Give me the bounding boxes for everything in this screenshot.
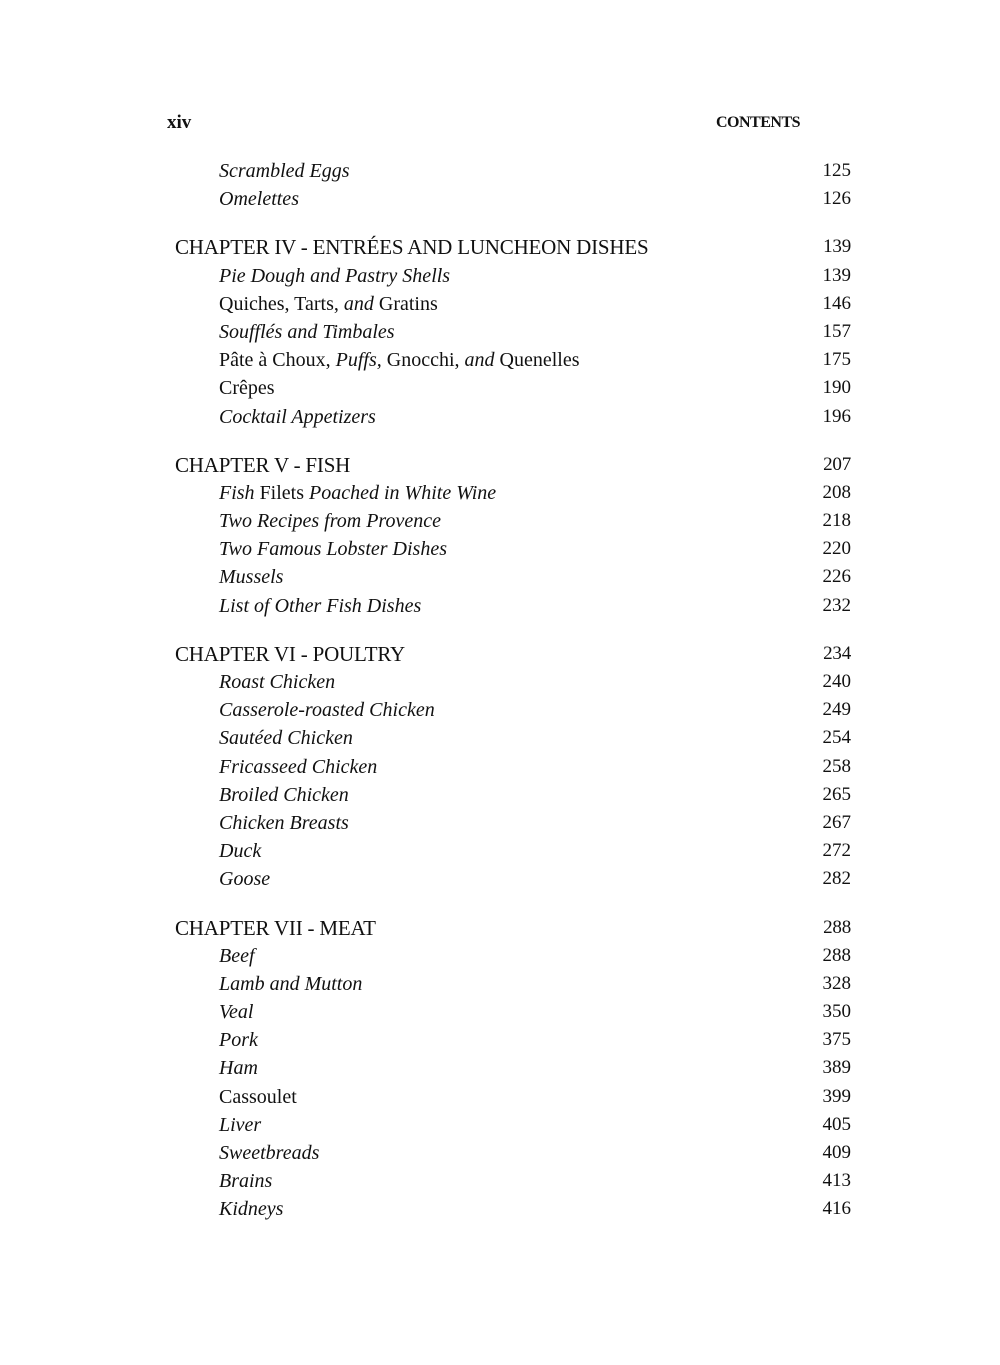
entry-title-segment: Soufflés and Timbales [219,320,395,343]
entry-page-number: 196 [822,405,851,427]
entry-page-number: 207 [823,453,851,475]
entry-title-segment: CHAPTER VI - POULTRY [175,641,405,666]
entry-title-segment: CHAPTER V - FISH [175,452,351,477]
toc-entry [175,837,851,865]
toc-entry [175,479,851,507]
entry-title [219,998,253,1026]
entry-page-number: 218 [822,510,851,532]
entry-title [219,942,255,970]
entry-title-segment: Brains [219,1170,273,1193]
toc-chapter-heading [175,640,851,668]
entry-title-segment: Casserole-roasted Chicken [219,699,435,722]
toc-entry [175,724,851,752]
entry-page-number: 240 [822,671,851,692]
entry-page-number: 416 [822,1198,851,1220]
entry-title-segment: Crêpes [219,377,275,400]
entry-title [219,668,335,696]
entry-title [219,290,438,318]
entry-page-number: 208 [822,481,851,503]
entry-title-segment: Pork [219,1029,258,1052]
entry-title-segment: and [343,292,374,315]
entry-title [219,724,353,752]
entry-title-segment: Quenelles [494,349,580,372]
entry-title [219,753,377,781]
entry-title-segment: Quiches, Tarts, [219,292,344,315]
toc-entry [175,318,851,346]
entry-page-number: 328 [822,972,851,994]
entry-title [219,809,349,837]
page-number: xiv [167,112,192,133]
entry-title-segment: Goose [219,868,271,891]
entry-title-segment: Two Famous Lobster Dishes [219,538,447,561]
toc-entry [175,781,851,809]
entry-title [219,185,299,213]
entry-title-segment: Omelettes [219,188,299,211]
entry-title [175,640,405,668]
entry-title-segment: Broiled Chicken [219,783,349,806]
entry-title [219,837,261,865]
entry-page-number: 157 [822,320,851,342]
toc-entry [175,668,851,696]
toc-entry [175,1054,851,1082]
entry-page-number: 254 [822,727,851,749]
entry-title-segment: Fricasseed Chicken [219,755,378,778]
entry-title [219,1139,319,1167]
entry-title [219,262,450,290]
toc-entry [175,346,851,374]
toc-chapter-heading [175,233,851,261]
entry-page-number: 146 [822,292,851,314]
toc-entry [175,157,851,185]
toc-entry [175,1111,851,1139]
entry-page-number: 232 [822,594,851,616]
entry-title [219,1083,297,1111]
entry-page-number: 126 [822,188,851,210]
entry-page-number: 226 [822,566,851,588]
entry-title [175,233,648,261]
entry-title [219,1111,261,1139]
toc-entry [175,563,851,591]
entry-title-segment: Pâte à Choux, [219,349,336,372]
entry-page-number: 234 [823,642,851,664]
running-title: CONTENTS [716,114,801,131]
entry-title [219,403,376,431]
entry-title [175,914,376,942]
toc-entry [175,535,851,563]
entry-page-number: 389 [822,1057,851,1079]
entry-page-number: 272 [822,840,851,862]
toc-entry [175,1139,851,1167]
toc-entry [175,290,851,318]
toc-entry [175,507,851,535]
entry-page-number: 399 [822,1085,851,1107]
toc-entry [175,942,851,970]
toc-entry [175,1083,851,1111]
entry-title [219,1026,258,1054]
toc-entry [175,696,851,724]
entry-title-segment: Kidneys [219,1198,284,1221]
entry-page-number: 175 [822,349,851,371]
entry-page-number: 190 [822,377,851,399]
entry-title [219,318,395,346]
entry-title-segment: Fish [219,481,255,504]
entry-title [219,865,270,893]
toc-chapter-heading [175,914,851,942]
entry-title [219,563,283,591]
entry-title [219,507,441,535]
entry-page-number: 139 [822,264,851,286]
entry-page-number: 265 [822,783,851,805]
entry-title-segment: Sautéed Chicken [219,727,353,750]
toc-entry [175,1195,851,1223]
toc-entry [175,865,851,893]
entry-title [219,1195,283,1223]
toc-chapter-heading [175,451,851,479]
entry-title-segment: Pie Dough and Pastry Shells [219,264,451,287]
toc-entry [175,998,851,1026]
entry-title [219,781,349,809]
entry-title [219,1054,258,1082]
entry-page-number: 267 [822,811,851,833]
entry-title [219,374,275,402]
entry-title-segment: Two Recipes from Provence [219,510,441,533]
entry-title-segment: CHAPTER IV - ENTRÉES AND LUNCHEON DISHES [175,235,649,260]
entry-page-number: 375 [822,1029,851,1051]
entry-page-number: 139 [823,236,851,258]
toc-entry [175,753,851,781]
entry-page-number: 288 [822,944,851,966]
entry-page-number: 220 [822,538,851,560]
entry-page-number: 413 [822,1170,851,1192]
entry-title [219,592,421,620]
toc-entry [175,1167,851,1195]
toc-entry [175,809,851,837]
entry-title-segment: Beef [219,944,255,967]
entry-title-segment: Liver [219,1113,262,1136]
entry-title-segment: Sweetbreads [219,1142,320,1164]
entry-title-segment: Puffs, [335,349,382,372]
entry-title-segment: CHAPTER VII - MEAT [175,915,376,940]
entry-title-segment: Cassoulet [219,1085,297,1108]
entry-page-number: 405 [822,1113,851,1135]
table-of-contents [175,157,851,1224]
entry-page-number: 350 [822,1001,851,1023]
entry-title [219,535,447,563]
entry-title-segment: Lamb and Mutton [219,972,363,995]
entry-title-segment: Mussels [219,566,284,589]
toc-entry [175,374,851,402]
entry-title [219,970,362,998]
toc-entry [175,592,851,620]
toc-entry [175,262,851,290]
entry-title-segment: Scrambled Eggs [219,160,350,182]
entry-page-number: 409 [822,1142,851,1163]
entry-page-number: 282 [822,868,851,890]
entry-page-number: 258 [822,755,851,777]
entry-title-segment: Gratins [373,292,438,315]
entry-title [219,1167,272,1195]
entry-title-segment: Veal [219,1001,254,1024]
entry-page-number: 288 [823,916,851,938]
entry-title-segment: Chicken Breasts [219,811,349,834]
entry-page-number: 249 [822,699,851,721]
toc-entry [175,185,851,213]
entry-title-segment: Filets [254,481,310,504]
entry-title-segment: Gnocchi, [381,349,465,372]
entry-title-segment: and [464,349,495,372]
toc-entry [175,403,851,431]
entry-title-segment: Ham [219,1057,258,1080]
entry-title [219,157,350,185]
entry-title-segment: Cocktail Appetizers [219,405,376,428]
entry-title [175,451,350,479]
entry-title [219,479,496,507]
entry-title [219,346,580,374]
entry-title-segment: Duck [219,840,262,863]
entry-title-segment: Roast Chicken [219,671,336,693]
entry-title-segment: List of Other Fish Dishes [219,594,422,617]
toc-entry [175,970,851,998]
toc-entry [175,1026,851,1054]
entry-title-segment: Poached in White Wine [309,481,497,504]
entry-page-number: 125 [822,160,851,181]
entry-title [219,696,435,724]
